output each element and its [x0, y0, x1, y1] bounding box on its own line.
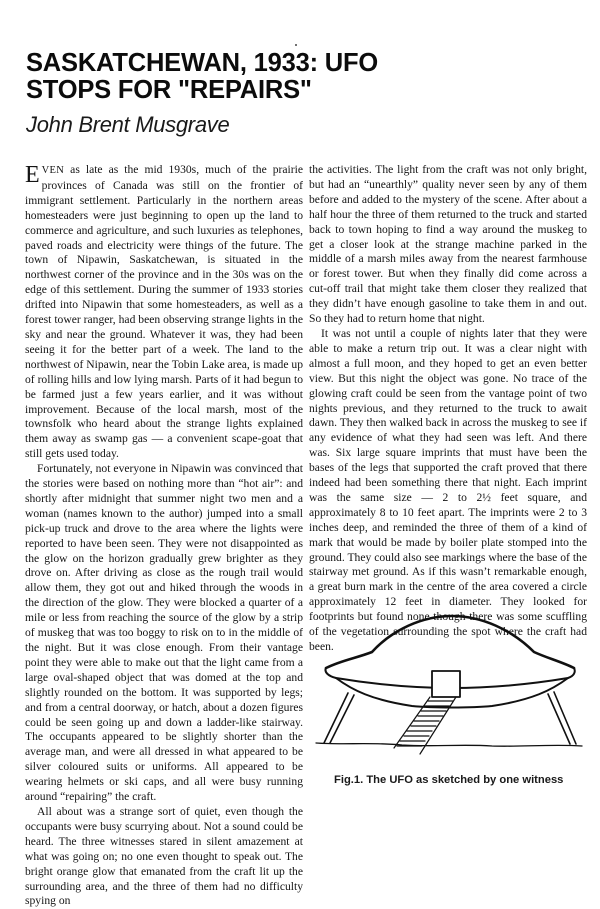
paragraph-intro [25, 163, 303, 462]
author-byline: John Brent Musgrave [26, 112, 230, 137]
ufo-dome [326, 616, 574, 668]
lead-word: VEN [41, 165, 65, 176]
ufo-sketch-icon [312, 600, 592, 760]
title-line-2: STOPS FOR "REPAIRS" [26, 76, 312, 104]
figure-caption: Fig.1. The UFO as sketched by one witness [334, 774, 564, 786]
ufo-sketch-figure [312, 600, 592, 760]
ufo-hatch [432, 671, 460, 697]
paragraph-witnesses: Fortunately, not everyone in Nipawin was convinced that the stories were based on nothing more than “hot air”: and shortly after midnight that summer night two men and a woman (names known to the author) jumped into a small pick-up truck and drove to the area where the lights were reported to have been seen. They were not disappointed as the glow on the horizon gradually grew brighter as they drove on. After driving as close as the rough trail would allow them, they got out and hiked through the woods in the direction of the glow. They were blocked a quarter of a mile or less from reaching the source of the glow by a strip of muskeg that was too boggy to risk on to in the middle of the night. But it was close enough. From their vantage point they were able to make out that the light came from a large oval-shaped object that was domed at the top and slightly rounded on the bottom. It was supported by legs; and from a central doorway, or hatch, about a dozen figures could be seen going up and down a ladder-like stairway. The occupants appeared to be slightly shorter than the average man, and were all dressed in what appeared to be silver coloured suits or uniforms. All appeared to be wearing helmets or ski caps, and all were busy running around “repairing” the craft. [25, 462, 303, 804]
paragraph-intro-text: as late as the mid 1930s, much of the prairie provinces of Canada was still on the frontier of immigrant settlement. Particularly in the northern areas homesteaders were just beginning to open up the land to commerce and agriculture, and such luxuries as telephones, paved roads and electricity were things of the future. The town of Nipawin, Saskatchewan, is situated in the northwest corner of the province and in the 30s was on the edge of this settlement. During the summer of 1933 stories drifted into Nipawin that some homesteaders, as well as a forest tower ranger, had been observing strange lights in the sky and near the ground. Whatever it was, they had been seeing it for the better part of a week. The land to the northwest of Nipawin, near the Tobin Lake area, is made up of rolling hills and low lying marsh. Parts of it had begun to be farmed just a few years earlier, and it was without improvement. Because of the local marsh, most of the townsfolk who heard about the strange lights explained them away as swamp gas — a convenient scape-goat that still gets used today. [25, 163, 303, 461]
paragraph-activities: the activities. The light from the craft was not only bright, but had an “unearthly” quality never seen by any of them before and added to the mystery of the scene. After about a half hour the three of them returned to the truck and started back to town hoping to find a way around the muskeg to get a closer look at the strange machine parked in the middle of a marsh miles away from the nearest farmhouse or forest tower. But when they finally did come across a cut-off trail that might take them closer they realized that they didn’t have enough gasoline to take them in and out. So they had to return home that night. [309, 163, 587, 326]
article-title [26, 50, 586, 104]
ground-line [316, 743, 582, 746]
paragraph-quiet: All about was a strange sort of quiet, even though the occupants were busy scurrying about. Not a sound could be heard. The three witnesses stared in silent amazement at what was going on; no one even thought to speak out. The bright orange glow that emanated from the craft lit up the surrounding area, and the three of them had no difficulty spying on [25, 804, 303, 908]
title-line-1: SASKATCHEWAN, 1933: UFO [26, 49, 378, 77]
print-speck [295, 44, 297, 46]
right-column [309, 163, 587, 655]
ufo-left-leg [324, 693, 354, 743]
drop-cap: E [25, 162, 40, 188]
left-column [25, 163, 303, 909]
ufo-right-leg [548, 692, 576, 744]
paragraph-return-trip: It was not until a couple of nights later that they were able to make a return trip out. It was a clear night with almost a full moon, and they hoped to get an even better view. But this night the object was gone. No trace of the glowing craft could be seen from the vantage point of two nights previous, and they returned to the truck to await dawn. They then walked back in across the muskeg to see if any evidence of what they had seen was left. And there was. Six large square imprints that must have been the bases of the legs that supported the craft proved that there indeed had been something there that night. Each imprint was the same size — 2 to 2½ feet square, and approximately 8 to 10 feet apart. The imprints were 2 to 3 inches deep, and reminded the three of them of a kind of mark that would be made by boiler plate stomped into the ground. They could also see markings where the base of the stairway met ground. As if this wasn’t remarkable enough, a great burn mark in the centre of the area covered a circle approximately 12 feet in diameter. They looked for footprints but found none though there was some scuffling of the vegetation surrounding the spot where the craft had been. [309, 326, 587, 653]
